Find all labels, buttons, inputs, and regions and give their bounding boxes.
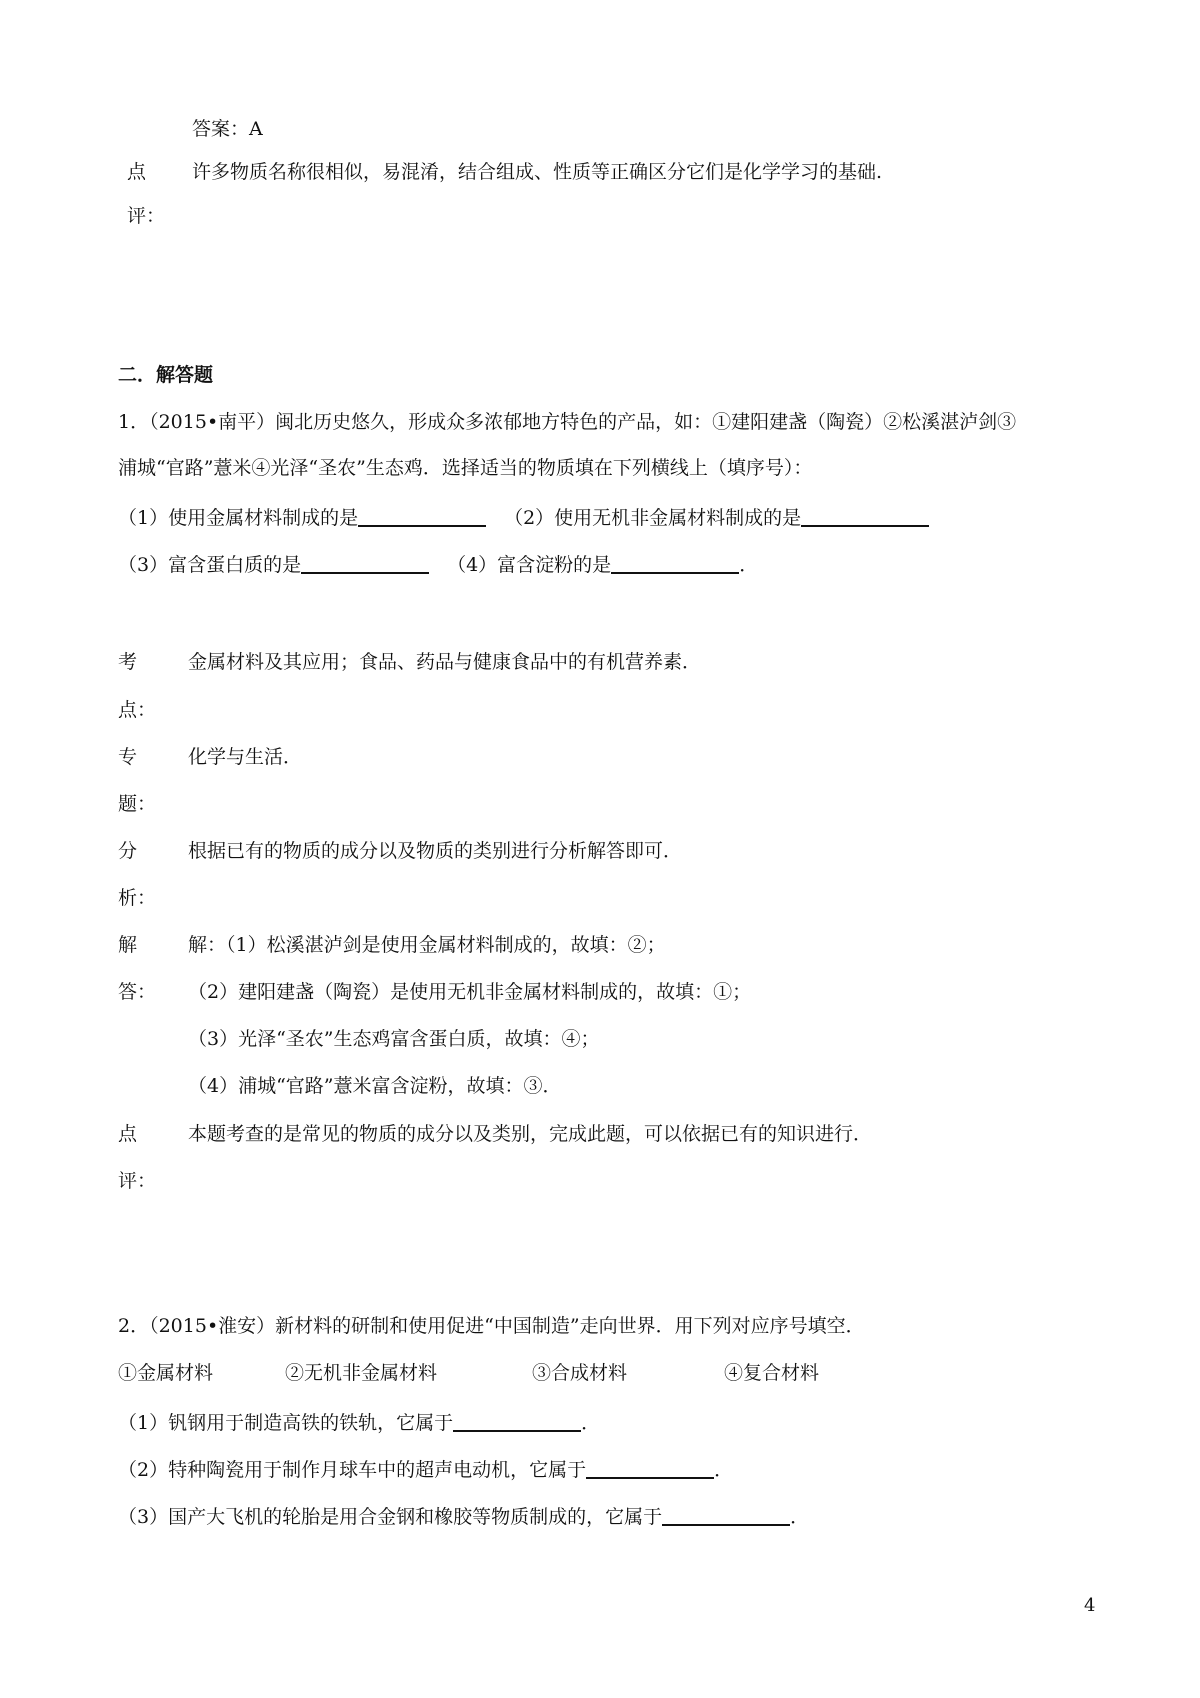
jieda-line-3: （3）光泽“圣农”生态鸡富含蛋白质，故填：④； <box>188 1028 600 1050</box>
kaodian-label-1: 考 <box>118 651 138 673</box>
q1-blank-line-b <box>118 553 758 575</box>
review-label-1: 点 <box>127 161 147 183</box>
zhuanti-text: 化学与生活． <box>188 746 303 768</box>
answer-text: 答案：A <box>192 118 263 140</box>
q1-line-2: 浦城“官路”薏米④光泽“圣农”生态鸡．选择适当的物质填在下列横线上（填序号）： <box>118 457 813 479</box>
zhuanti-label-1: 专 <box>118 746 138 768</box>
jieda-label-2: 答： <box>118 981 157 1003</box>
kaodian-label-2: 点： <box>118 699 157 721</box>
fenxi-label-2: 析： <box>118 887 157 909</box>
jieda-line-4: （4）浦城“官路”薏米富含淀粉，故填：③． <box>188 1075 562 1097</box>
q2-option-2: ②无机非金属材料 <box>285 1362 438 1384</box>
q2-item-2 <box>118 1458 733 1480</box>
zhuanti-label-2: 题： <box>118 793 157 815</box>
q2-item-1 <box>118 1411 600 1433</box>
q2-item2-end: ． <box>714 1459 734 1481</box>
q1-blank3[interactable] <box>301 553 429 574</box>
review-label-2: 评： <box>127 205 166 227</box>
jieda-line-2: （2）建阳建盏（陶瓷）是使用无机非金属材料制成的，故填：①； <box>188 981 752 1003</box>
q2-item3-prefix: （3）国产大飞机的轮胎是用合金钢和橡胶等物质制成的，它属于 <box>118 1506 663 1528</box>
q1-line-1: 1．（2015•南平）闽北历史悠久，形成众多浓郁地方特色的产品，如：①建阳建盏（陶瓷）②松溪湛泸剑③ <box>118 411 1017 433</box>
dianping-label-2: 评： <box>118 1170 157 1192</box>
q2-item1-end: ． <box>581 1412 601 1434</box>
q2-line-1: 2．（2015•淮安）新材料的研制和使用促进“中国制造”走向世界．用下列对应序号填空． <box>118 1315 865 1337</box>
q1-blank3-prefix: （3）富含蛋白质的是 <box>118 554 302 576</box>
q1-blank4[interactable] <box>611 553 739 574</box>
q1-blank4-prefix: （4）富含淀粉的是 <box>447 554 612 576</box>
dianping-label-1: 点 <box>118 1123 138 1145</box>
q1-blank-line-a <box>118 506 929 528</box>
q1-end-mark: ． <box>739 554 759 576</box>
page-number: 4 <box>1084 1595 1096 1616</box>
q2-item1-prefix: （1）钒钢用于制造高铁的铁轨，它属于 <box>118 1412 454 1434</box>
q2-item-3 <box>118 1505 809 1527</box>
dianping-text: 本题考查的是常见的物质的成分以及类别，完成此题，可以依据已有的知识进行． <box>188 1123 873 1145</box>
q1-blank2[interactable] <box>801 506 929 527</box>
q1-blank1-prefix: （1）使用金属材料制成的是 <box>118 507 359 529</box>
q2-option-4: ④复合材料 <box>724 1362 820 1384</box>
fenxi-label-1: 分 <box>118 840 138 862</box>
jieda-label-1: 解 <box>118 934 138 956</box>
jieda-line-1: 解：（1）松溪湛泸剑是使用金属材料制成的，故填：②； <box>188 934 666 956</box>
q2-option-1: ①金属材料 <box>118 1362 214 1384</box>
review-text: 许多物质名称很相似，易混淆，结合组成、性质等正确区分它们是化学学习的基础. <box>192 161 883 183</box>
q1-blank2-prefix: （2）使用无机非金属材料制成的是 <box>504 507 802 529</box>
q2-option-3: ③合成材料 <box>532 1362 628 1384</box>
q2-blank3[interactable] <box>662 1505 790 1526</box>
fenxi-text: 根据已有的物质的成分以及物质的类别进行分析解答即可． <box>188 840 683 862</box>
q2-blank1[interactable] <box>453 1411 581 1432</box>
q2-item2-prefix: （2）特种陶瓷用于制作月球车中的超声电动机，它属于 <box>118 1459 587 1481</box>
q1-blank1[interactable] <box>358 506 486 527</box>
kaodian-text: 金属材料及其应用；食品、药品与健康食品中的有机营养素． <box>188 651 702 673</box>
q2-blank2[interactable] <box>586 1458 714 1479</box>
q2-item3-end: ． <box>790 1506 810 1528</box>
section-title: 二．解答题 <box>118 364 214 386</box>
